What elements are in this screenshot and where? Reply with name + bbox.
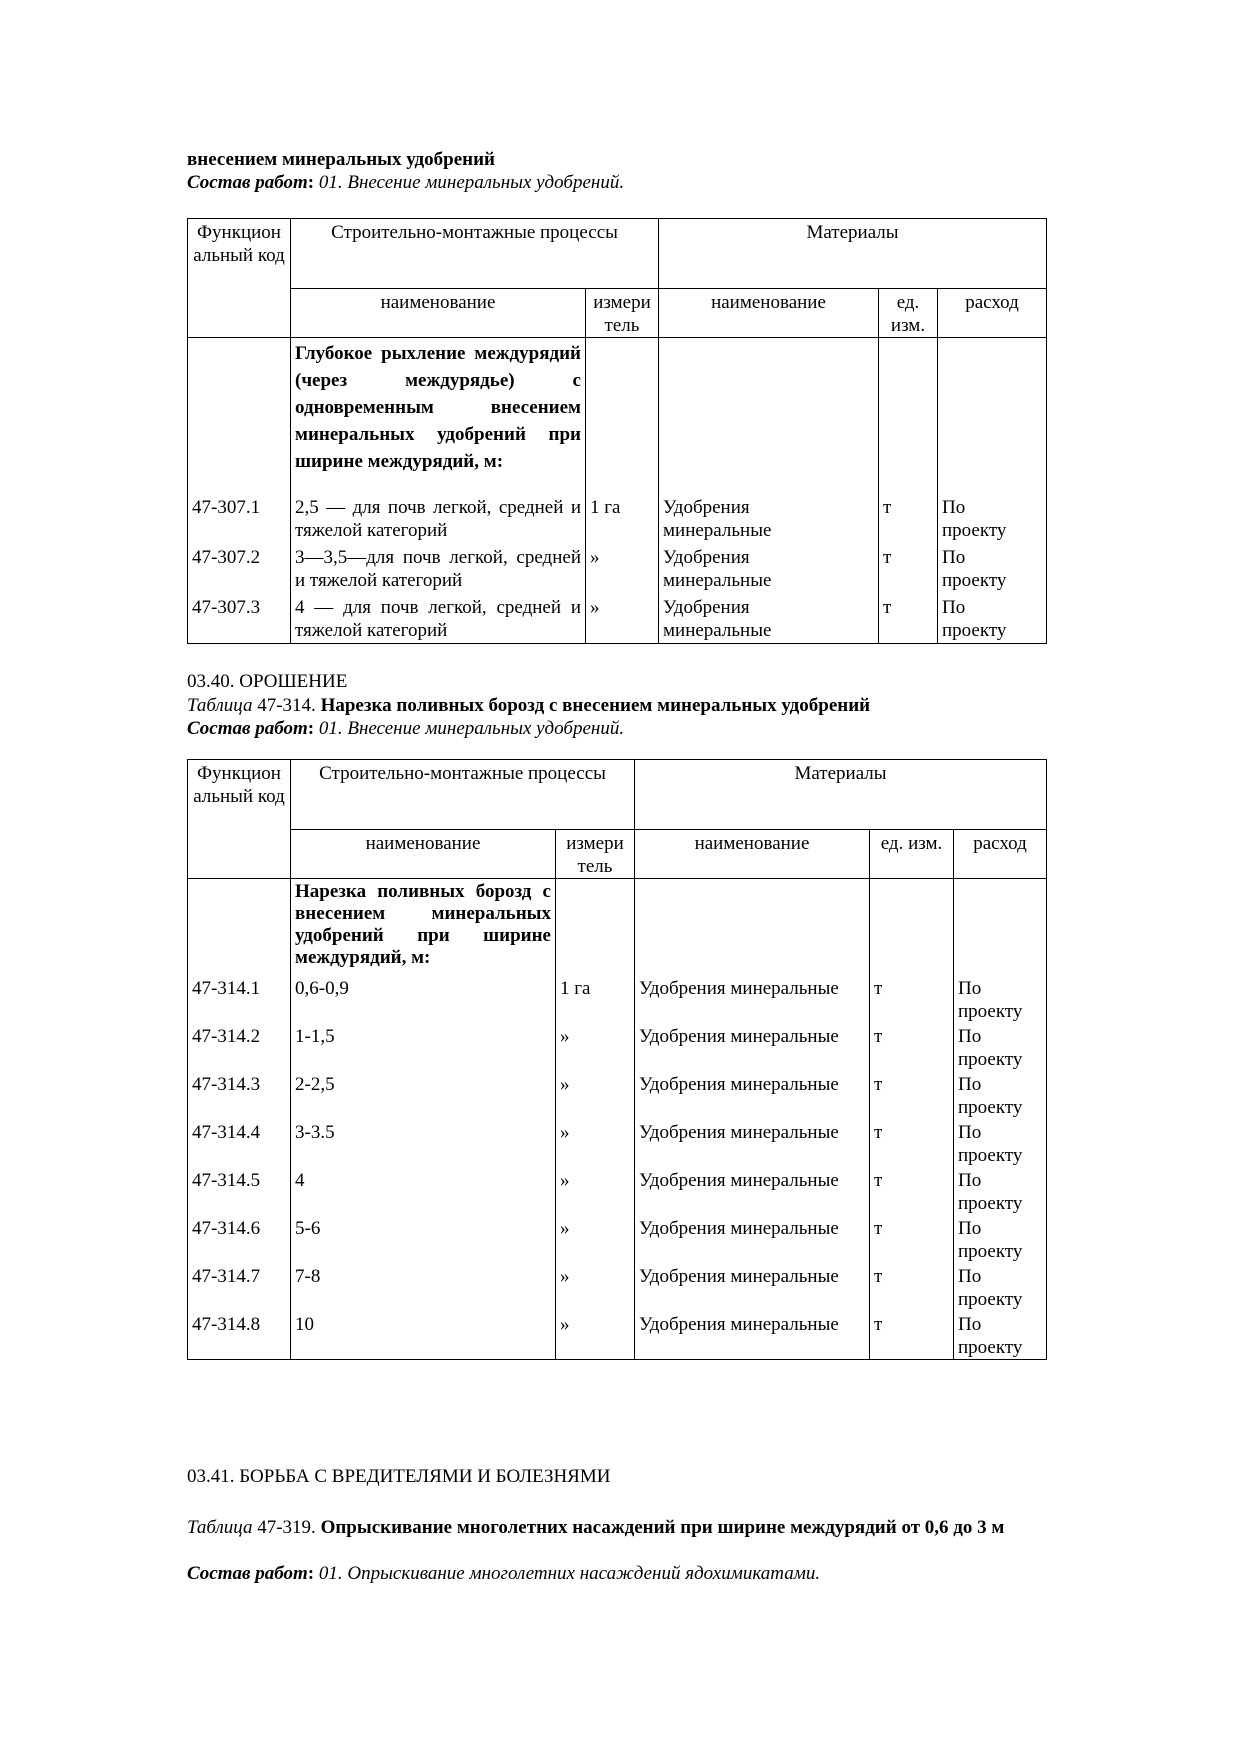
row-material: Удобрения минеральные — [659, 494, 879, 544]
work-label: Состав работ — [187, 718, 308, 739]
row-material: Удобрения минеральные — [635, 1215, 870, 1263]
work-composition — [187, 171, 1047, 194]
group-title: Глубокое рыхление междурядий (через междурядье) с одновременным внесением минеральных удобрений при ширине междурядий, м: — [291, 338, 586, 494]
row-code: 47-314.4 — [188, 1119, 291, 1167]
section-title-0340: 03.40. ОРОШЕНИЕ — [187, 671, 348, 692]
table-47-307 — [187, 218, 1047, 644]
row-name: 2-2,5 — [291, 1071, 556, 1119]
row-code: 47-314.5 — [188, 1167, 291, 1215]
header-processes: Строительно-монтажные процессы — [291, 760, 635, 830]
row-name: 10 — [291, 1311, 556, 1360]
table-word: Таблица — [187, 1517, 253, 1538]
work-composition — [187, 1562, 1047, 1585]
header-material-name: наименование — [635, 830, 870, 879]
header-meter: измери тель — [556, 830, 635, 879]
row-name: 3—3,5—для почв легкой, средней и тяжелой категорий — [291, 544, 586, 594]
row-consumption: По проекту — [938, 544, 1047, 594]
row-name: 7-8 — [291, 1263, 556, 1311]
work-label: Состав работ — [187, 1563, 308, 1584]
table-row — [188, 1167, 1047, 1215]
row-unit: т — [870, 1263, 954, 1311]
work-colon: : — [307, 172, 315, 193]
table-row — [188, 594, 1047, 644]
section-title-0341: 03.41. БОРЬБА С ВРЕДИТЕЛЯМИ И БОЛЕЗНЯМИ — [187, 1466, 611, 1487]
row-consumption: По проекту — [954, 1167, 1047, 1215]
row-material: Удобрения минеральные — [635, 1167, 870, 1215]
row-meter: » — [556, 1263, 635, 1311]
row-name: 4 — [291, 1167, 556, 1215]
row-material: Удобрения минеральные — [659, 544, 879, 594]
header-consumption: расход — [954, 830, 1047, 879]
work-colon: : — [307, 1563, 315, 1584]
empty-cell — [556, 879, 635, 975]
table-row — [188, 1119, 1047, 1167]
header-code: Функцион альный код — [188, 219, 291, 338]
row-consumption: По проекту — [954, 1263, 1047, 1311]
row-consumption: По проекту — [954, 1071, 1047, 1119]
header-materials: Материалы — [635, 760, 1047, 830]
row-name: 5-6 — [291, 1215, 556, 1263]
row-material: Удобрения минеральные — [635, 1263, 870, 1311]
row-unit: т — [879, 544, 938, 594]
group-code-cell — [188, 338, 291, 494]
heading-tail: внесением минеральных удобрений — [187, 149, 495, 170]
row-name: 0,6-0,9 — [291, 975, 556, 1023]
row-unit: т — [870, 1167, 954, 1215]
row-code: 47-307.1 — [188, 494, 291, 544]
header-materials: Материалы — [659, 219, 1047, 289]
table-row — [188, 975, 1047, 1023]
row-material: Удобрения минеральные — [659, 594, 879, 644]
table-row — [188, 494, 1047, 544]
header-unit: ед. изм. — [879, 289, 938, 338]
row-unit: т — [870, 1215, 954, 1263]
row-material: Удобрения минеральные — [635, 975, 870, 1023]
header-processes: Строительно-монтажные процессы — [291, 219, 659, 289]
row-unit: т — [870, 1023, 954, 1071]
empty-cell — [954, 879, 1047, 975]
row-meter: » — [556, 1167, 635, 1215]
table-title: Нарезка поливных борозд с внесением минеральных удобрений — [320, 695, 871, 716]
row-code: 47-314.3 — [188, 1071, 291, 1119]
row-meter: 1 га — [556, 975, 635, 1023]
row-name: 3-3.5 — [291, 1119, 556, 1167]
empty-cell — [635, 879, 870, 975]
row-name: 1-1,5 — [291, 1023, 556, 1071]
table-row — [188, 1263, 1047, 1311]
table-title: Опрыскивание многолетних насаждений при ширине междурядий от 0,6 до 3 м — [320, 1517, 1005, 1538]
work-composition — [187, 717, 1047, 740]
row-code: 47-314.8 — [188, 1311, 291, 1360]
work-text: 01. Внесение минеральных удобрений. — [314, 172, 625, 193]
row-meter: » — [556, 1071, 635, 1119]
table-word: Таблица — [187, 695, 253, 716]
table-row — [188, 1311, 1047, 1360]
work-label: Состав работ — [187, 172, 308, 193]
row-unit: т — [870, 1311, 954, 1360]
empty-cell — [938, 338, 1047, 494]
empty-cell — [659, 338, 879, 494]
table-47-314 — [187, 759, 1047, 1360]
row-meter: 1 га — [586, 494, 659, 544]
row-meter: » — [586, 544, 659, 594]
row-code: 47-307.2 — [188, 544, 291, 594]
row-consumption: По проекту — [938, 494, 1047, 544]
header-material-name: наименование — [659, 289, 879, 338]
row-unit: т — [870, 1119, 954, 1167]
row-consumption: По проекту — [938, 594, 1047, 644]
row-material: Удобрения минеральные — [635, 1023, 870, 1071]
row-meter: » — [556, 1215, 635, 1263]
row-material: Удобрения минеральные — [635, 1119, 870, 1167]
row-code: 47-314.1 — [188, 975, 291, 1023]
row-code: 47-314.2 — [188, 1023, 291, 1071]
header-code: Функцион альный код — [188, 760, 291, 879]
table-number: 47-314. — [252, 695, 321, 716]
table-row — [188, 1071, 1047, 1119]
group-title: Нарезка поливных борозд с внесением минеральных удобрений при ширине междурядий, м: — [291, 879, 556, 975]
table-row — [188, 1023, 1047, 1071]
row-consumption: По проекту — [954, 1311, 1047, 1360]
work-text: 01. Внесение минеральных удобрений. — [314, 718, 625, 739]
row-name: 4 — для почв легкой, средней и тяжелой категорий — [291, 594, 586, 644]
table-row — [188, 544, 1047, 594]
row-consumption: По проекту — [954, 975, 1047, 1023]
table-caption-47-319 — [187, 1516, 1057, 1539]
header-consumption: расход — [938, 289, 1047, 338]
table-number: 47-319. — [252, 1517, 321, 1538]
row-meter: » — [556, 1023, 635, 1071]
row-meter: » — [586, 594, 659, 644]
row-consumption: По проекту — [954, 1215, 1047, 1263]
row-material: Удобрения минеральные — [635, 1311, 870, 1360]
row-unit: т — [879, 594, 938, 644]
row-code: 47-307.3 — [188, 594, 291, 644]
empty-cell — [879, 338, 938, 494]
row-consumption: По проекту — [954, 1119, 1047, 1167]
header-name: наименование — [291, 289, 586, 338]
row-material: Удобрения минеральные — [635, 1071, 870, 1119]
empty-cell — [870, 879, 954, 975]
header-unit: ед. изм. — [870, 830, 954, 879]
group-code-cell — [188, 879, 291, 975]
row-code: 47-314.6 — [188, 1215, 291, 1263]
row-name: 2,5 — для почв легкой, средней и тяжелой категорий — [291, 494, 586, 544]
row-meter: » — [556, 1311, 635, 1360]
empty-cell — [586, 338, 659, 494]
row-unit: т — [870, 1071, 954, 1119]
table-caption-47-314 — [187, 694, 1047, 717]
row-meter: » — [556, 1119, 635, 1167]
table-row — [188, 1215, 1047, 1263]
header-name: наименование — [291, 830, 556, 879]
row-unit: т — [870, 975, 954, 1023]
header-meter: измери тель — [586, 289, 659, 338]
work-text: 01. Опрыскивание многолетних насаждений ядохимикатами. — [314, 1563, 821, 1584]
row-code: 47-314.7 — [188, 1263, 291, 1311]
row-consumption: По проекту — [954, 1023, 1047, 1071]
work-colon: : — [307, 718, 315, 739]
row-unit: т — [879, 494, 938, 544]
